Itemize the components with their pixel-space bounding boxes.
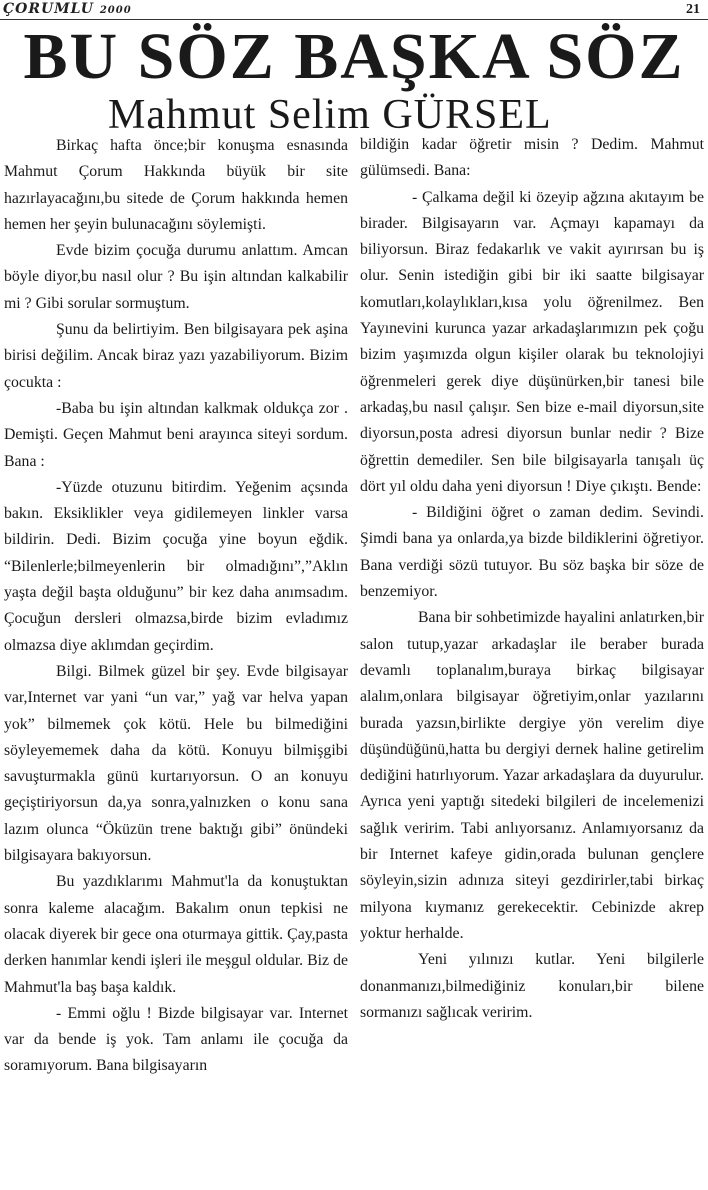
article-title: BU SÖZ BAŞKA SÖZ — [23, 20, 685, 93]
masthead-name: ÇORUMLU — [3, 1, 94, 17]
masthead-year: 2000 — [99, 5, 132, 16]
article-author: Mahmut Selim GÜRSEL — [108, 92, 552, 138]
page-header — [0, 0, 708, 22]
paragraph: bildiğin kadar öğretir misin ? Dedim. Mahmut gülümsedi. Bana: — [360, 136, 704, 180]
paragraph: - Çalkama değil ki özeyip ağzına akıtayım be birader. Bilgisayarın var. Açmayı kapamayı da biliyorsun. Biraz fedakarlık ve vakit ayırırsan bu iş olur. Senin istediğin gibi bir iki saatte bilgisayar komutları,kolaylıkları,kısa yolu öğrenilmez. Ben Yayınevini kurunca yazar arkadaşlarımızın pek çoğu bizim yaşımızda olgun kişiler olarak bu teknolojiyi öğrenmeleri gerek diye düşünürken,bir tanesi bile arkadaş,bu nasıl çalışır. Sen bize e-mail diyorsun,site diyorsun,posta adresi diyorsun bunlar nedir ? Bize öğrettin demediler. Sen bile bilgisayarla tanışalı üç dört yıl oldu daha yeni diyorsun ! Diye çıkıştı. Bende: — [360, 188, 704, 495]
paragraph: -Yüzde otuzunu bitirdim. Yeğenim açsında bakın. Eksiklikler veya gidilemeyen linkler varsa bildirin. Dedi. Bizim çocuğa yine boyun eğdik. “Bilenlerle;bilmeyenlerin bir olmadığını”,”Aklın yaşta değil başta olduğunu” bir kez daha anımsadım. Çocuğun dersleri olmazsa,birde bizim evladımız olmazsa diye aklımdan geçirdim. — [4, 478, 348, 654]
magazine-masthead — [3, 1, 132, 17]
paragraph: - Bildiğini öğret o zaman dedim. Sevindi. Şimdi bana ya onlarda,ya bizde bildiklerini öğretiyor. Bana verdiği sözü tutuyor. Bu söz başka bir söze de benzemiyor. — [360, 504, 704, 601]
paragraph: Bana bir sohbetimizde hayalini anlatırken,bir salon tutup,yazar arkadaşlar ile beraber burada devamlı toplanalım,buraya birkaç bilgisayar alalım,onlara bilgisayar öğretiyim,onlar yazılarını burada yazsın,birlikte dergiye yön verelim diye düşündüğünü,hatta bu dergiyi dernek haline getirelim dediğini hatırlıyorum. Yazar arkadaşlara da duyurulur. Ayrıca yeni yaptığı sitedeki bilgileri de incelemenizi sağlık veririm. Tabi anlıyorsanız. Anlamıyorsanız da bir Internet kafeye gidin,orada bulunan gençlere söyleyin,sizin adınıza siteyi gezdirirler,tabi birkaç milyona kıymanız gerekecektir. Cebinizde akrep yoktur herhalde. — [360, 609, 704, 942]
left-column — [4, 133, 348, 1080]
paragraph: Evde bizim çocuğa durumu anlattım. Amcan böyle diyor,bu nasıl olur ? Bu işin altından kalkabilir mi ? Gibi sorular sormuştum. — [4, 242, 348, 312]
page-number: 21 — [686, 2, 700, 17]
right-column — [360, 132, 704, 1026]
paragraph: - Emmi oğlu ! Bizde bilgisayar var. Internet var da bende iş yok. Tam anlamı ile çocuğa da soramıyorum. Bana bilgisayarın — [4, 1004, 348, 1075]
paragraph: Bu yazdıklarımı Mahmut'la da konuştuktan sonra kaleme alacağım. Bakalım onun tepkisi ne olacak diyerek bir gece ona oturmaya gittik. Çay,pasta derken hanımlar kendi işleri ile meşgul oldular. Biz de Mahmut'la baş başa kaldık. — [4, 873, 348, 996]
paragraph: Şunu da belirtiyim. Ben bilgisayara pek aşina birisi değilim. Ancak biraz yazı yazabiliyorum. Bizim çocukta : — [4, 321, 348, 391]
paragraph: Bilgi. Bilmek güzel bir şey. Evde bilgisayar var,Internet var yani “un var,” yağ var helva yapan yok” bilmemek çok kötü. Hele bu bilmediğini söyleyememek daha da kötü. Konuyu bilmişgibi savuşturmakla günü kurtarıyorsun. O an konuyu geçiştiriyorsun da,ya sonra,yalnızken o konu sana lazım olunca “Öküzün trene baktığı gibi” önündeki bilgisayara bakıyorsun. — [4, 662, 348, 865]
paragraph: Yeni yılınızı kutlar. Yeni bilgilerle donanmanızı,bilmediğiniz konuları,bir bilene sormanızı sağlıcak veririm. — [360, 951, 704, 1021]
paragraph: Birkaç hafta önce;bir konuşma esnasında Mahmut Çorum Hakkında büyük bir site hazırlayacağını,bu sitede de Çorum hakkında hemen hemen her şeyin bulunacağını söylemişti. — [4, 137, 348, 233]
paragraph: -Baba bu işin altından kalkmak oldukça zor . Demişti. Geçen Mahmut beni arayınca siteyi sordum. Bana : — [4, 399, 348, 470]
